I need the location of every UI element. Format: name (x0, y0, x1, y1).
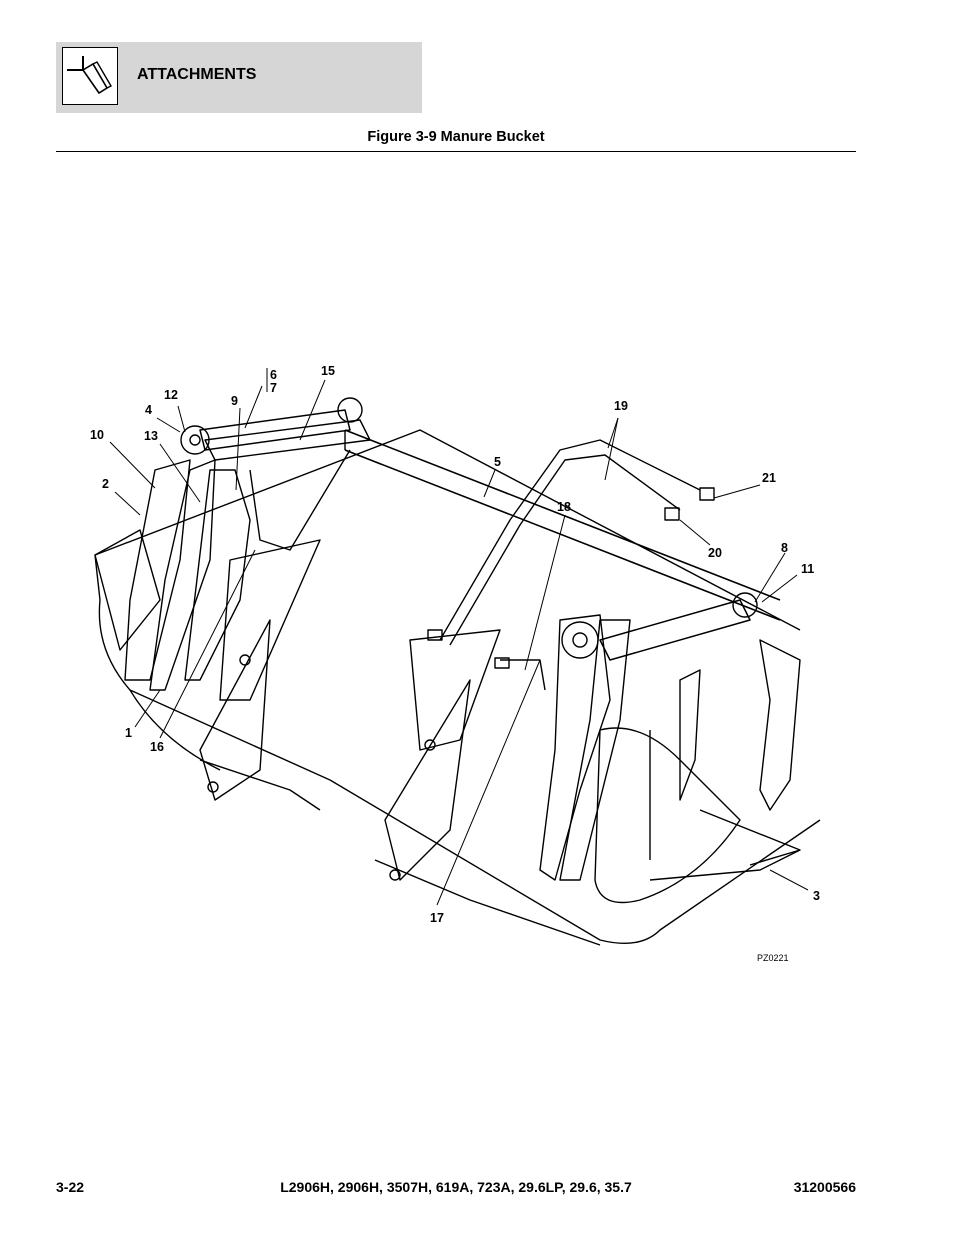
callout-5: 5 (494, 455, 501, 469)
callout-15: 15 (321, 364, 335, 378)
callout-18: 18 (557, 500, 571, 514)
callout-9: 9 (231, 394, 238, 408)
callout-10: 10 (90, 428, 104, 442)
model-list: L2906H, 2906H, 3507H, 619A, 723A, 29.6LP, 29.6, 35.7 (280, 1179, 632, 1195)
callout-20: 20 (708, 546, 722, 560)
callout-2: 2 (102, 477, 109, 491)
section-title: ATTACHMENTS (137, 66, 257, 83)
callout-7: 7 (270, 381, 277, 395)
callout-6: 6 (270, 368, 277, 382)
page-number: 3-22 (56, 1179, 85, 1195)
callout-4: 4 (145, 403, 152, 417)
callout-11: 11 (801, 562, 815, 576)
callout-17: 17 (430, 911, 444, 925)
callout-16: 16 (150, 740, 164, 754)
figure-id: PZ0221 (757, 953, 789, 963)
callout-12: 12 (164, 388, 178, 402)
callout-1: 1 (125, 726, 132, 740)
figure-caption: Figure 3-9 Manure Bucket (367, 129, 545, 145)
callout-3: 3 (813, 889, 820, 903)
document-number: 31200566 (793, 1179, 856, 1195)
callout-13: 13 (144, 429, 158, 443)
callout-21: 21 (762, 471, 776, 485)
callout-8: 8 (781, 541, 788, 555)
callout-19: 19 (614, 399, 628, 413)
